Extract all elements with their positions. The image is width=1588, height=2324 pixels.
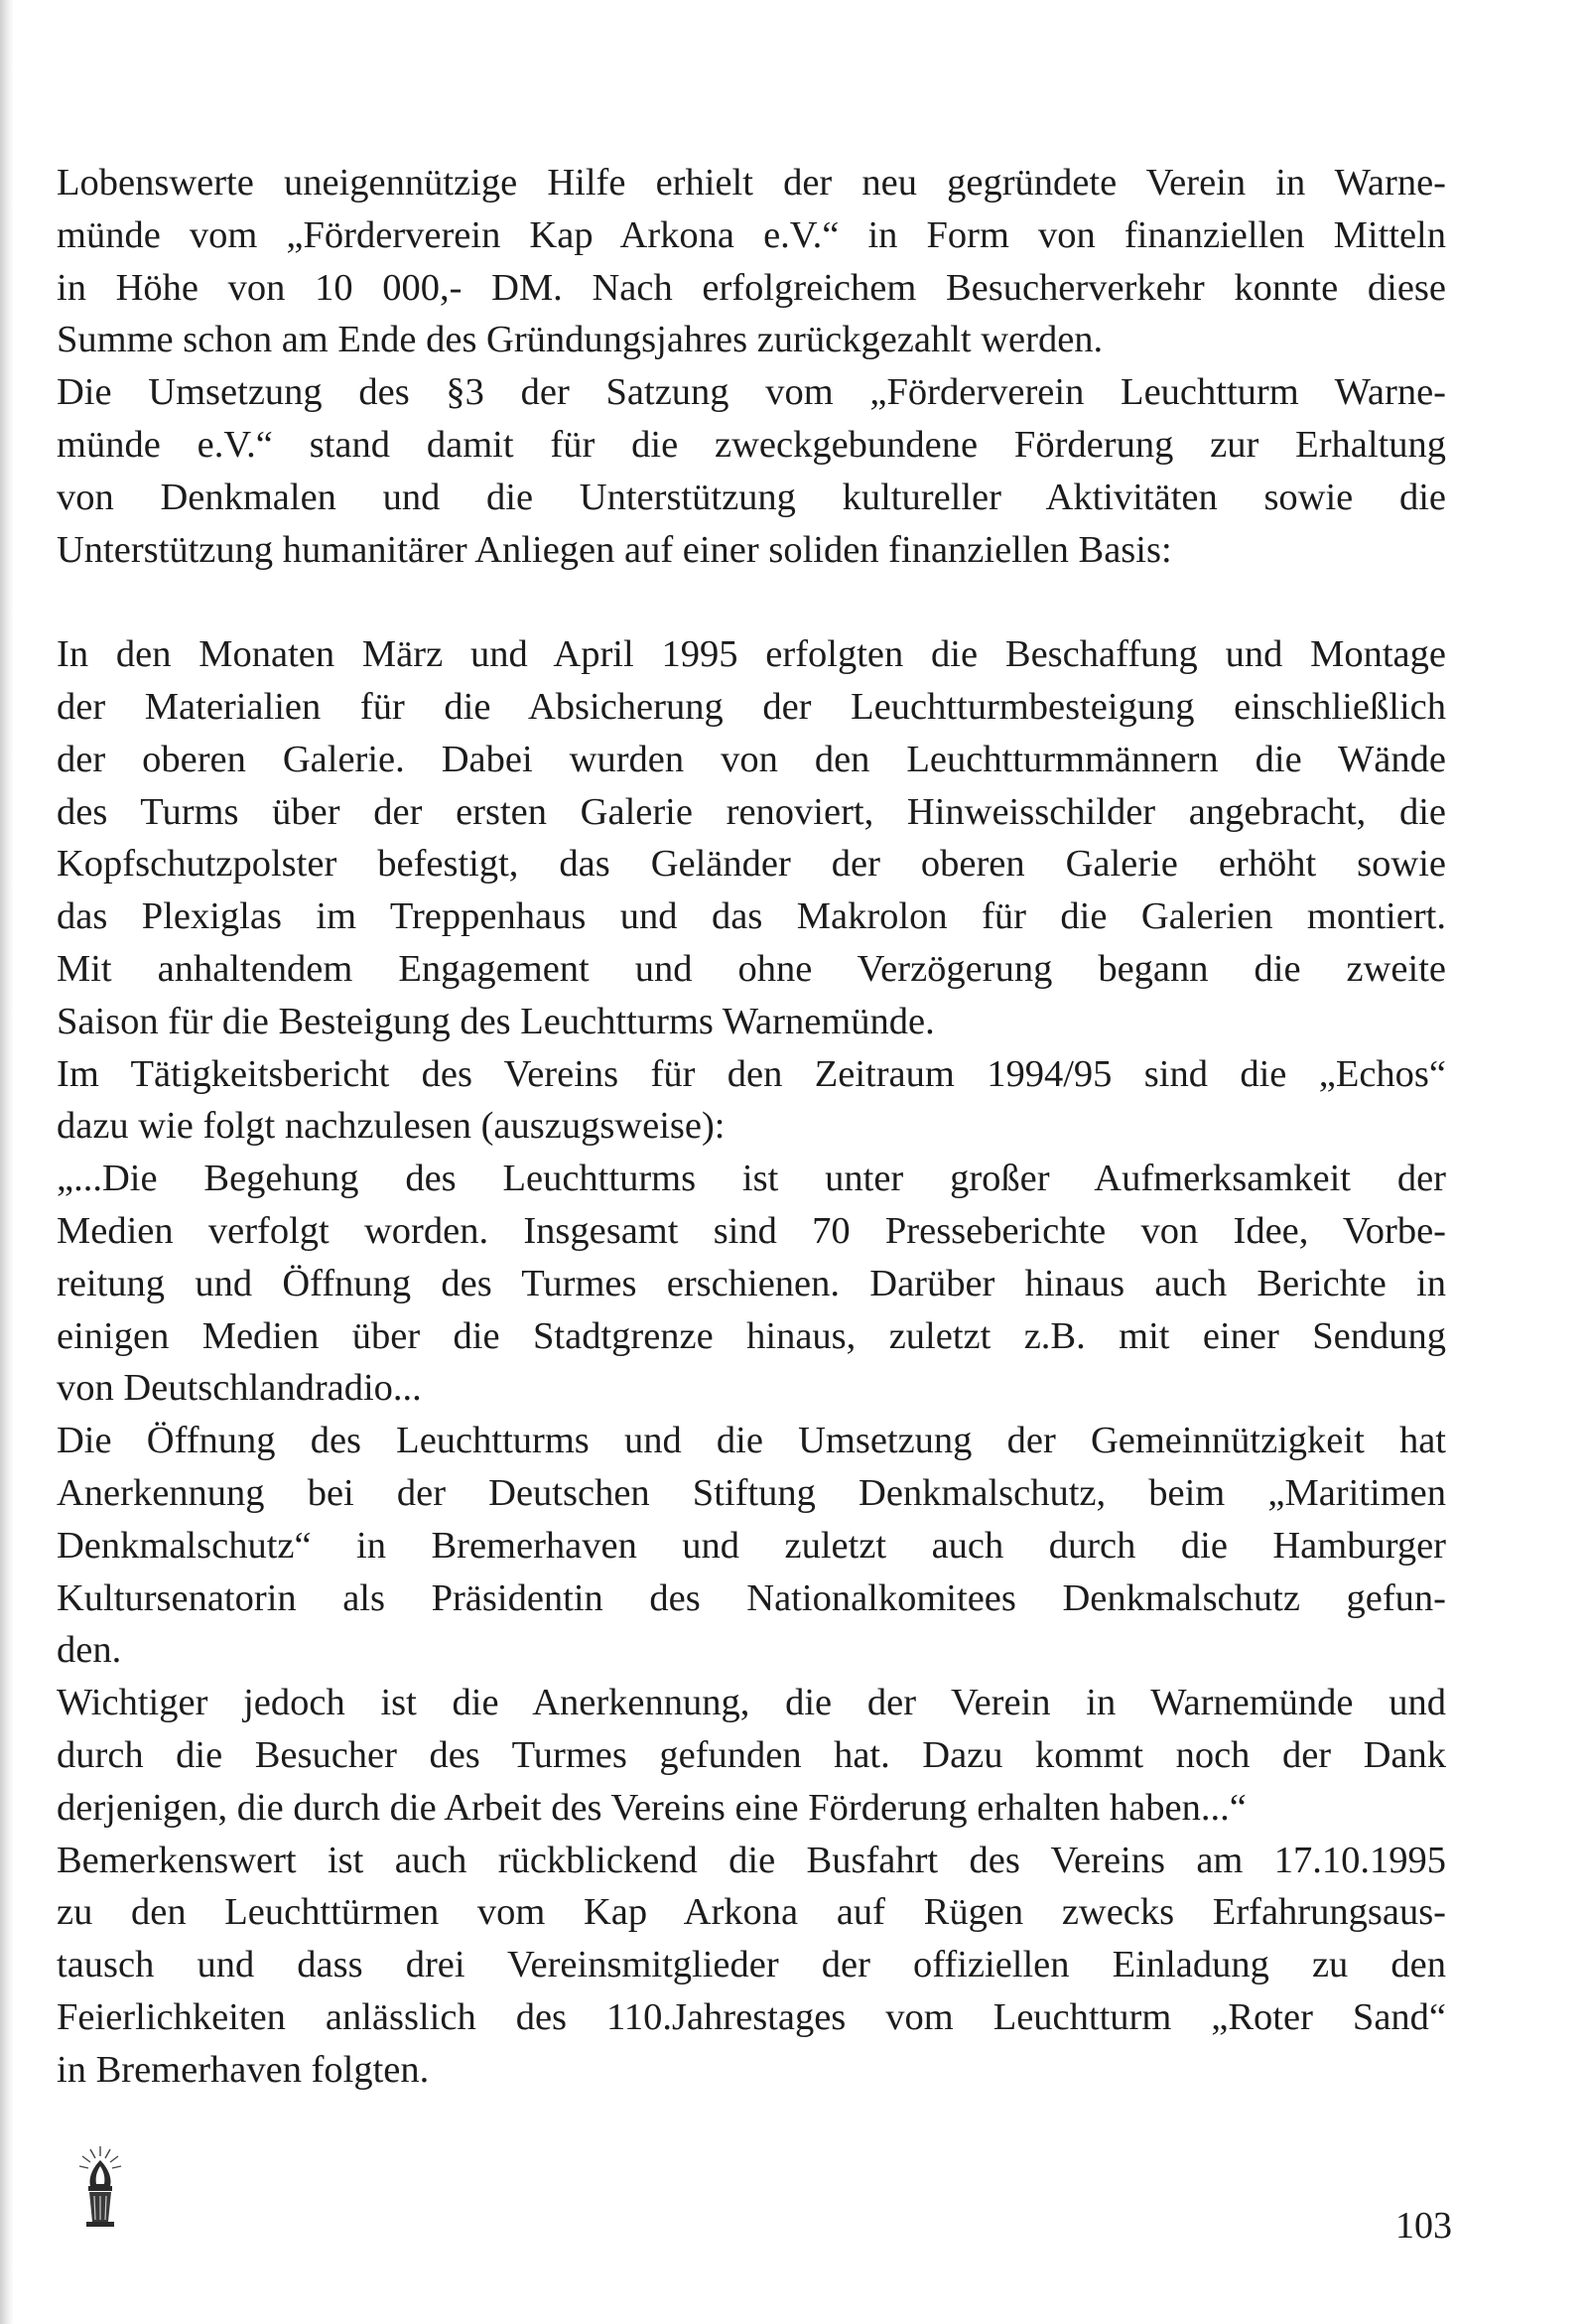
text-line: des Turms über der ersten Galerie renoviert, Hinweisschilder angebracht, die [57, 790, 1446, 833]
text-line: durch die Besucher des Turmes gefunden hat. Dazu kommt noch der Dank [57, 1733, 1446, 1776]
text-line: der oberen Galerie. Dabei wurden von den Leuchtturmmännern die Wände [57, 738, 1446, 780]
text-line: der Materialien für die Absicherung der Leuchtturmbesteigung einschließlich [57, 685, 1446, 728]
text-line: Wichtiger jedoch ist die Anerkennung, die der Verein in Warnemünde und [57, 1682, 1446, 1724]
lighthouse-emblem-icon [74, 2142, 126, 2230]
text-line: einigen Medien über die Stadtgrenze hinaus, zuletzt z.B. mit einer Sendung [57, 1314, 1446, 1357]
text-line: münde e.V.“ stand damit für die zweckgebundene Förderung zur Erhaltung [57, 423, 1446, 466]
text-line: Die Öffnung des Leuchtturms und die Umsetzung der Gemeinnützigkeit hat [57, 1420, 1446, 1462]
text-line: den. [57, 1629, 122, 1672]
text-line: Denkmalschutz“ in Bremerhaven und zuletzt auch durch die Hamburger [57, 1524, 1446, 1567]
paragraph [57, 366, 1446, 576]
paragraph [57, 157, 1446, 366]
text-line: in Bremerhaven folgten. [57, 2048, 430, 2091]
text-line: Im Tätigkeitsbericht des Vereins für den Zeitraum 1994/95 sind die „Echos“ [57, 1052, 1446, 1095]
body-text [57, 157, 1446, 2096]
text-line: Kopfschutzpolster befestigt, das Geländer der oberen Galerie erhöht sowie [57, 843, 1446, 886]
text-line: von Denkmalen und die Unterstützung kultureller Aktivitäten sowie die [57, 476, 1446, 518]
text-line: tausch und dass drei Vereinsmitglieder der offiziellen Einladung zu den [57, 1944, 1446, 1986]
text-line: dazu wie folgt nachzulesen (auszugsweise): [57, 1105, 726, 1148]
text-line: in Höhe von 10 000,- DM. Nach erfolgreichem Besucherverkehr konnte diese [57, 266, 1446, 309]
text-line: Anerkennung bei der Deutschen Stiftung Denkmalschutz, beim „Maritimen [57, 1471, 1446, 1514]
text-line: Mit anhaltendem Engagement und ohne Verzögerung begann die zweite [57, 947, 1446, 990]
text-line: Die Umsetzung des §3 der Satzung vom „Förderverein Leuchtturm Warne- [57, 371, 1446, 414]
text-line: „...Die Begehung des Leuchtturms ist unter großer Aufmerksamkeit der [57, 1158, 1446, 1200]
quote-paragraph [57, 1153, 1446, 1415]
text-line: Lobenswerte uneigennützige Hilfe erhielt der neu gegründete Verein in Warne- [57, 162, 1446, 204]
text-line: zu den Leuchttürmen vom Kap Arkona auf Rügen zwecks Erfahrungsaus- [57, 1891, 1446, 1934]
quote-paragraph [57, 1677, 1446, 1834]
paragraph-gap [57, 576, 1446, 628]
text-line: Kultursenatorin als Präsidentin des Nationalkomitees Denkmalschutz gefun- [57, 1576, 1446, 1619]
text-line: reitung und Öffnung des Turmes erschienen. Darüber hinaus auch Berichte in [57, 1262, 1446, 1304]
quote-paragraph [57, 1415, 1446, 1677]
text-line: Feierlichkeiten anlässlich des 110.Jahrestages vom Leuchtturm „Roter Sand“ [57, 1995, 1446, 2038]
page-edge [0, 0, 14, 2324]
paragraph [57, 628, 1446, 1047]
text-line: In den Monaten März und April 1995 erfolgten die Beschaffung und Montage [57, 633, 1446, 676]
paragraph [57, 1048, 1446, 1154]
text-line: münde vom „Förderverein Kap Arkona e.V.“ in Form von finanziellen Mitteln [57, 213, 1446, 256]
text-line: das Plexiglas im Treppenhaus und das Makrolon für die Galerien montiert. [57, 895, 1446, 938]
text-line: Medien verfolgt worden. Insgesamt sind 70 Presseberichte von Idee, Vorbe- [57, 1209, 1446, 1252]
text-line: Unterstützung humanitärer Anliegen auf einer soliden finanziellen Basis: [57, 528, 1172, 571]
text-line: Summe schon am Ende des Gründungsjahres zurückgezahlt werden. [57, 319, 1104, 361]
text-line: derjenigen, die durch die Arbeit des Vereins eine Förderung erhalten haben...“ [57, 1786, 1247, 1829]
page-number: 103 [1395, 2205, 1452, 2247]
paragraph [57, 1835, 1446, 2097]
text-line: von Deutschlandradio... [57, 1367, 422, 1410]
text-line: Bemerkenswert ist auch rückblickend die Busfahrt des Vereins am 17.10.1995 [57, 1839, 1446, 1881]
text-line: Saison für die Besteigung des Leuchtturms Warnemünde. [57, 1000, 935, 1042]
